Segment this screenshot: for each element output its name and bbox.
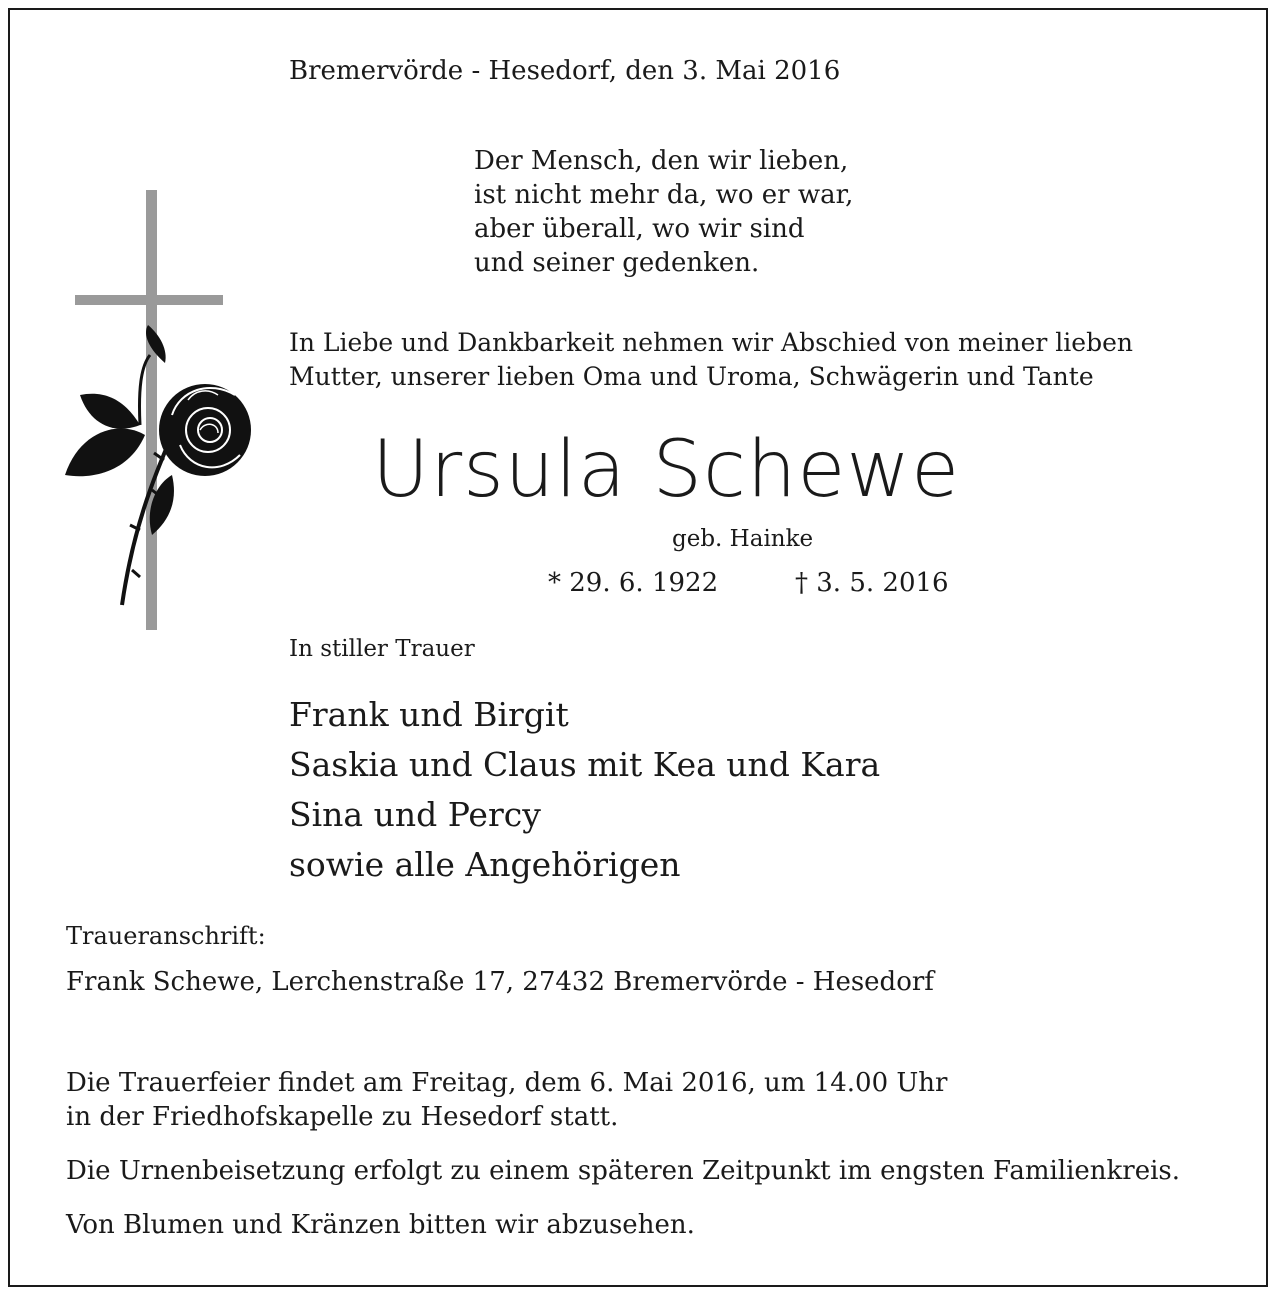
quote-line: und seiner gedenken. bbox=[474, 248, 760, 278]
farewell-intro bbox=[289, 326, 1133, 394]
quote-line: aber überall, wo wir sind bbox=[474, 214, 805, 244]
mourning-label: In stiller Trauer bbox=[289, 636, 475, 662]
cross-with-rose-icon bbox=[60, 185, 260, 635]
flowers-note: Von Blumen und Kränzen bitten wir abzusehen. bbox=[66, 1210, 695, 1240]
deceased-name: Ursula Schewe bbox=[372, 425, 961, 515]
maiden-name: geb. Hainke bbox=[672, 526, 814, 552]
service-line: Die Trauerfeier findet am Freitag, dem 6. Mai 2016, um 14.00 Uhr bbox=[66, 1068, 948, 1098]
quote-line: Der Mensch, den wir lieben, bbox=[474, 146, 849, 176]
memorial-quote bbox=[474, 144, 853, 280]
relatives-list bbox=[289, 690, 880, 890]
relative-entry: sowie alle Angehörigen bbox=[289, 845, 681, 884]
mourning-address: Frank Schewe, Lerchenstraße 17, 27432 Bremervörde - Hesedorf bbox=[66, 967, 934, 997]
quote-line: ist nicht mehr da, wo er war, bbox=[474, 180, 854, 210]
urn-burial-note: Die Urnenbeisetzung erfolgt zu einem späteren Zeitpunkt im engsten Familienkreis. bbox=[66, 1156, 1181, 1186]
service-line: in der Friedhofskapelle zu Hesedorf statt. bbox=[66, 1102, 619, 1132]
funeral-service-info bbox=[66, 1066, 947, 1134]
birth-date: * 29. 6. 1922 bbox=[548, 568, 719, 598]
relative-entry: Sina und Percy bbox=[289, 795, 541, 834]
relative-entry: Frank und Birgit bbox=[289, 695, 569, 734]
relative-entry: Saskia und Claus mit Kea und Kara bbox=[289, 745, 881, 784]
intro-line: In Liebe und Dankbarkeit nehmen wir Abschied von meiner lieben bbox=[289, 328, 1133, 357]
death-date: † 3. 5. 2016 bbox=[795, 568, 949, 598]
intro-line: Mutter, unserer lieben Oma und Uroma, Schwägerin und Tante bbox=[289, 362, 1094, 391]
place-date: Bremervörde - Hesedorf, den 3. Mai 2016 bbox=[289, 56, 841, 86]
address-label: Traueranschrift: bbox=[66, 922, 266, 950]
